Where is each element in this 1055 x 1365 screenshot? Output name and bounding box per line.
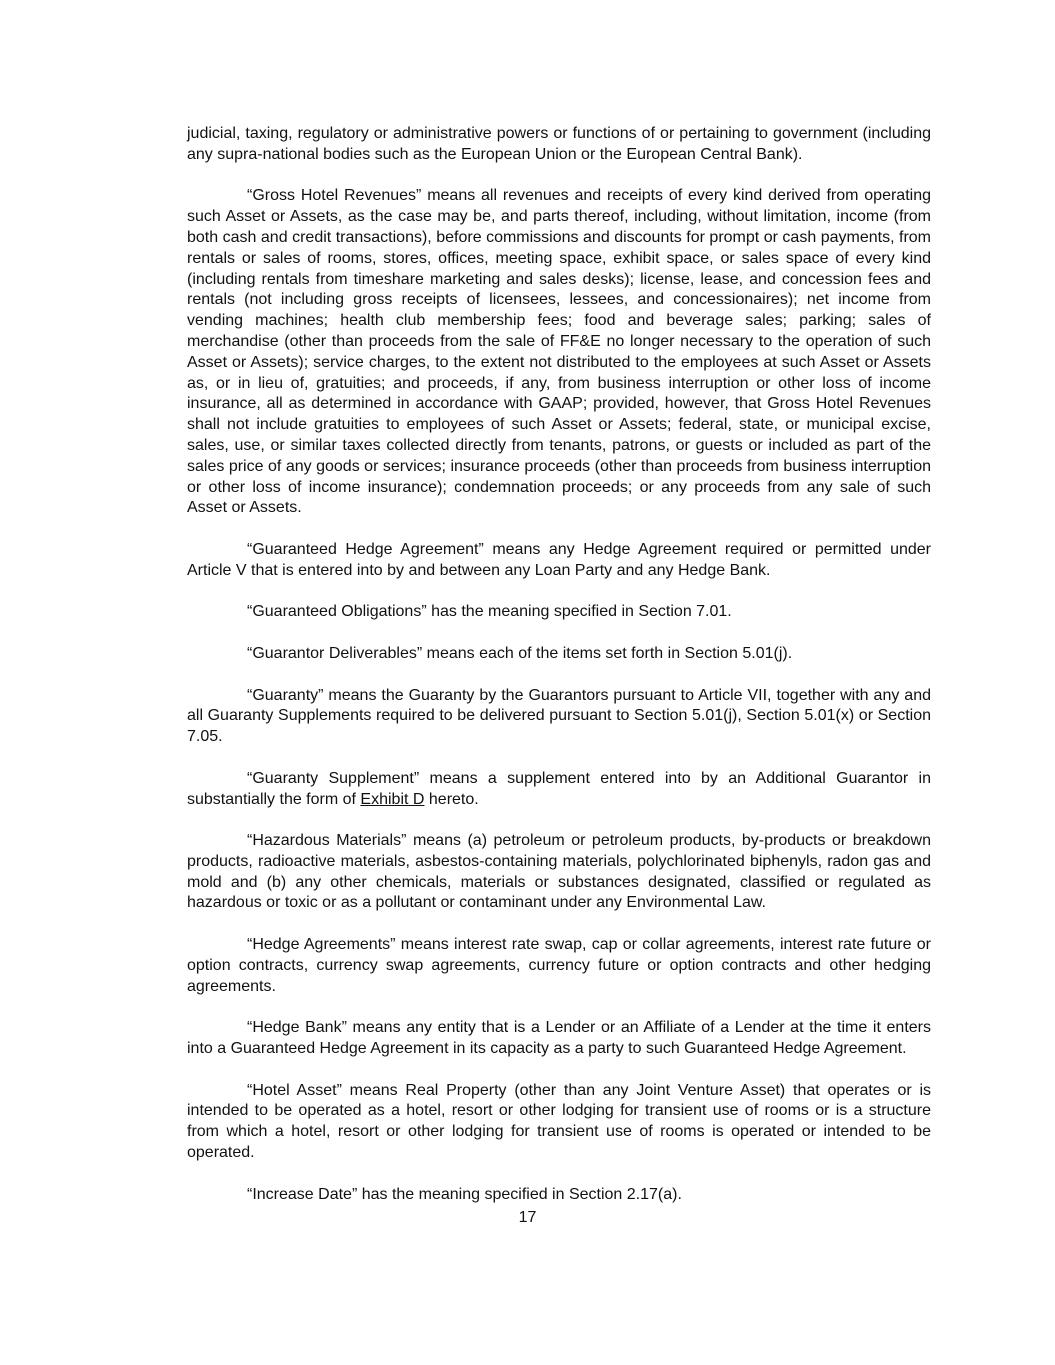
definition-guaranteed-obligations: “Guaranteed Obligations” has the meaning specified in Section 7.01. <box>247 603 732 621</box>
definition-increase-date: “Increase Date” has the meaning specified in Section 2.17(a). <box>247 1185 682 1203</box>
exhibit-d-reference: Exhibit D <box>360 790 425 808</box>
page-number: 17 <box>518 1209 537 1226</box>
definition-guaranty-supplement <box>187 769 931 811</box>
definition-gross-hotel-revenues: “Gross Hotel Revenues” means all revenues and receipts of every kind derived from operating such Asset or Assets, as the case may be, and parts thereof, including, without limitation, income (from both cash and credit transactions), before commissions and discounts for prompt or cash payments, from rentals or sales of rooms, stores, offices, meeting space, exhibit space, or sales space of every kind (including rentals from timeshare marketing and sales desks); license, lease, and concession fees and rentals (not including gross receipts of licensees, lessees, and concessionaires); net income from vending machines; health club membership fees; food and beverage sales; parking; sales of merchandise (other than proceeds from the sale of FF&E no longer necessary to the operation of such Asset or Assets); service charges, to the extent not distributed to the employees at such Asset or Assets as, or in lieu of, gratuities; and proceeds, if any, from business interruption or other loss of income insurance, all as determined in accordance with GAAP; provided, however, that Gross Hotel Revenues shall not include gratuities to employees of such Asset or Assets; federal, state, or municipal excise, sales, use, or similar taxes collected directly from tenants, patrons, or guests or included as part of the sales price of any goods or services; insurance proceeds (other than proceeds from business interruption or other loss of income insurance); condemnation proceeds; or any proceeds from any sale of such Asset or Assets. <box>187 187 931 517</box>
definition-guaranteed-hedge-agreement: “Guaranteed Hedge Agreement” means any Hedge Agreement required or permitted under Article V that is entered into by and between any Loan Party and any Hedge Bank. <box>187 540 931 579</box>
document-body <box>187 124 931 1226</box>
continuation-paragraph: judicial, taxing, regulatory or administrative powers or functions of or pertaining to government (including any supra-national bodies such as the European Union or the European Central Bank). <box>187 125 931 163</box>
guaranty-supplement-text-after: hereto. <box>424 790 479 808</box>
definition-guaranty: “Guaranty” means the Guaranty by the Guarantors pursuant to Article VII, together with any and all Guaranty Supplements required to be delivered pursuant to Section 5.01(j), Section 5.01(x) or Section 7.05. <box>187 686 931 746</box>
definition-guarantor-deliverables: “Guarantor Deliverables” means each of the items set forth in Section 5.01(j). <box>247 644 793 662</box>
definition-hedge-bank: “Hedge Bank” means any entity that is a Lender or an Affiliate of a Lender at the time it enters into a Guaranteed Hedge Agreement in its capacity as a party to such Guaranteed Hedge Agreement. <box>187 1019 931 1058</box>
definition-hotel-asset: “Hotel Asset” means Real Property (other than any Joint Venture Asset) that operates or is intended to be operated as a hotel, resort or other lodging for transient use of rooms or is a structure from which a hotel, resort or other lodging for transient use of rooms is operated or intended to be operated. <box>187 1081 931 1162</box>
definition-hazardous-materials: “Hazardous Materials” means (a) petroleum or petroleum products, by-products or breakdown products, radioactive materials, asbestos-containing materials, polychlorinated biphenyls, radon gas and mold and (b) any other chemicals, materials or substances designated, classified or regulated as hazardous or toxic or as a pollutant or contaminant under any Environmental Law. <box>187 832 931 912</box>
definition-hedge-agreements: “Hedge Agreements” means interest rate swap, cap or collar agreements, interest rate future or option contracts, currency swap agreements, currency future or option contracts and other hedging agreements. <box>187 936 931 995</box>
guaranty-supplement-text-before: “Guaranty Supplement” means a supplement entered into by an Additional Guarantor in substantially the form of <box>187 769 931 808</box>
